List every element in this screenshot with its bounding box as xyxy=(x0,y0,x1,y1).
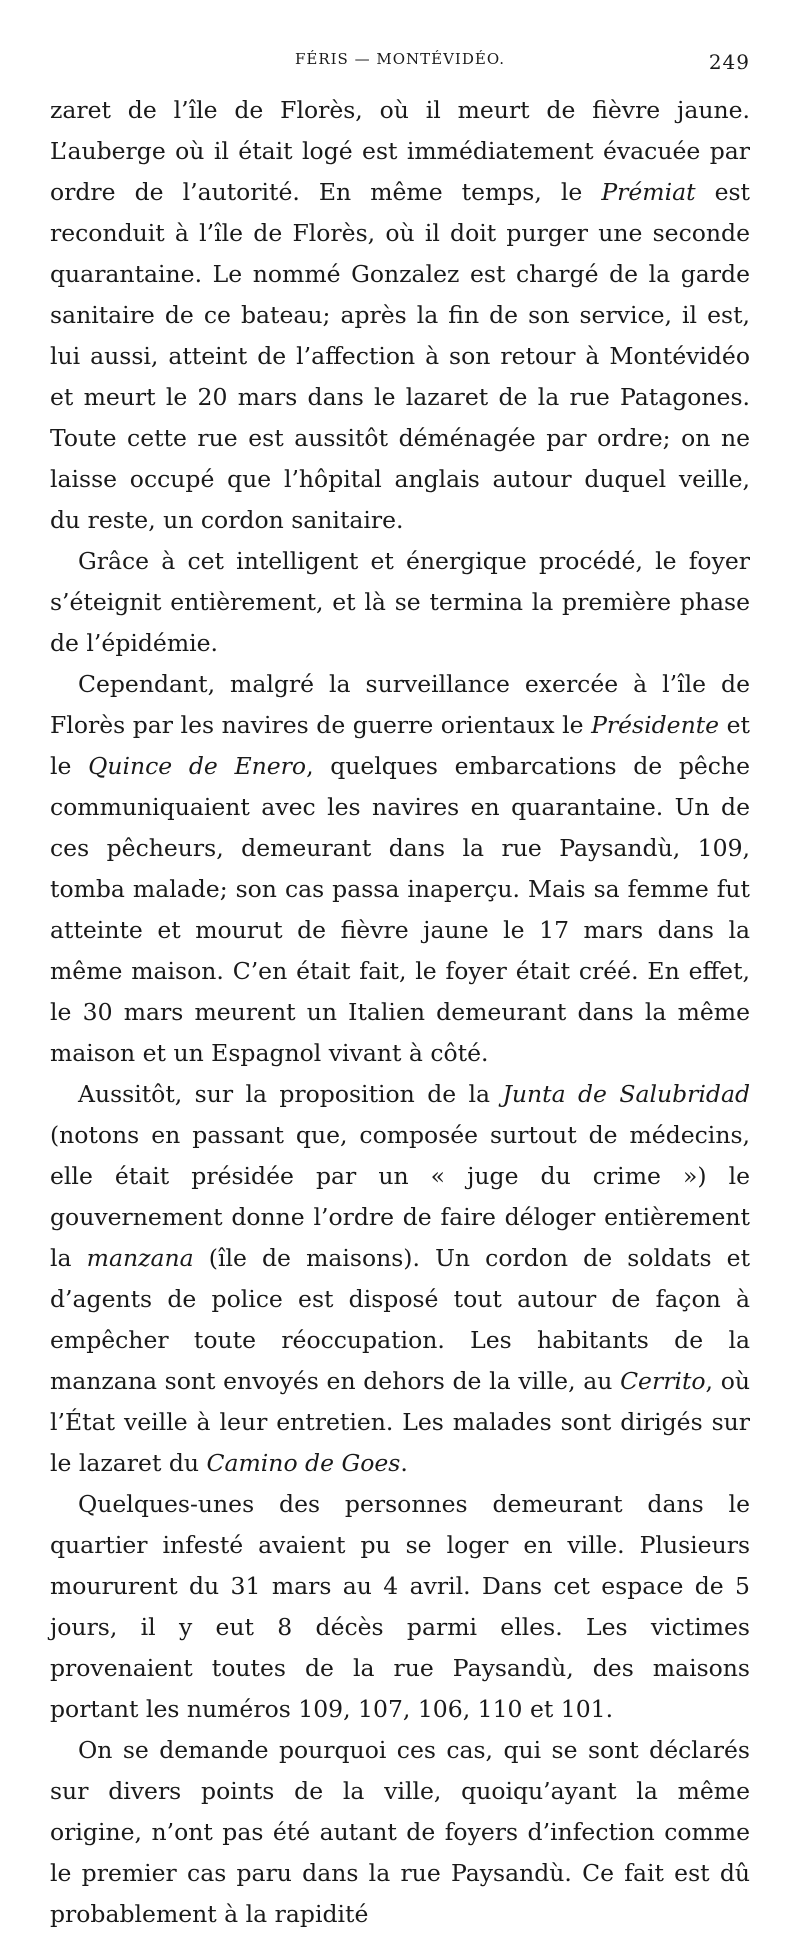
paragraph-p6 xyxy=(50,1730,750,1935)
running-header xyxy=(50,50,750,76)
italic-segment: manzana xyxy=(86,1244,194,1272)
text-segment: Quelques-unes des personnes demeurant dans le quartier infesté avaient pu se loger en ville. Plusieurs moururent du 31 mars au 4 avril. Dans cet espace de 5 jours, il y eut 8 décès parmi elles. Les victimes provenaient toutes de la rue Paysandù, des maisons portant les numéros 109, 107, 106, 110 et 101. xyxy=(50,1490,750,1723)
text-segment: Aussitôt, sur la proposition de la xyxy=(78,1080,503,1108)
text-segment: zaret de l’île de Florès, où il meurt de fièvre jaune. L’auberge où il était logé est immédiatement évacuée par ordre de l’autorité. En même temps, le xyxy=(50,96,750,206)
text-segment: On se demande pourquoi ces cas, qui se sont déclarés sur divers points de la ville, quoiqu’ayant la même origine, n’ont pas été autant de foyers d’infection comme le premier cas paru dans la rue Paysandù. Ce fait est dû probablement à la rapidité xyxy=(50,1736,750,1928)
text-segment: . xyxy=(400,1449,408,1477)
text-segment: , quelques embarcations de pêche communiquaient avec les navires en quarantaine. Un de ces pêcheurs, demeurant dans la rue Paysandù, 109, tomba malade; son cas passa inaperçu. Mais sa femme fut atteinte et mourut de fièvre jaune le 17 mars dans la même maison. C’en était fait, le foyer était créé. En effet, le 30 mars meurent un Italien demeurant dans la même maison et un Espagnol vivant à côté. xyxy=(50,752,750,1067)
italic-segment: Présidente xyxy=(591,711,720,739)
running-title: FÉRIS — MONTÉVIDÉO. xyxy=(294,50,506,68)
italic-segment: Prémiat xyxy=(601,178,696,206)
text-segment: est reconduit à l’île de Florès, où il doit purger une seconde quarantaine. Le nommé Gonzalez est chargé de la garde sanitaire de ce bateau; après la fin de son service, il est, lui aussi, atteint de l’affection à son retour à Montévidéo et meurt le 20 mars dans le lazaret de la rue Patagones. Toute cette rue est aussitôt déménagée par ordre; on ne laisse occupé que l’hôpital anglais autour duquel veille, du reste, un cordon sanitaire. xyxy=(50,178,750,534)
body-text xyxy=(50,90,750,1935)
italic-segment: Junta de Salubridad xyxy=(502,1080,750,1108)
book-page xyxy=(50,50,750,1935)
paragraph-p5 xyxy=(50,1484,750,1730)
text-segment: et le xyxy=(50,711,750,780)
paragraph-p1 xyxy=(50,90,750,541)
text-segment: Cependant, malgré la surveillance exercée à l’île de Florès par les navires de guerre orientaux le xyxy=(50,670,750,739)
paragraph-p2 xyxy=(50,541,750,664)
italic-segment: Quince de Enero xyxy=(88,752,307,780)
text-segment: , où l’État veille à leur entretien. Les malades sont dirigés sur le lazaret du xyxy=(50,1367,750,1477)
text-segment: (notons en passant que, composée surtout de médecins, elle était présidée par un « juge du crime ») le gouvernement donne l’ordre de faire déloger entièrement la xyxy=(50,1121,750,1272)
text-segment: (île de maisons). Un cordon de soldats et d’agents de police est disposé tout autour de façon à empêcher toute réoccupation. Les habitants de la manzana sont envoyés en dehors de la ville, au xyxy=(50,1244,751,1395)
italic-segment: Camino de Goes xyxy=(206,1449,401,1477)
paragraph-p4 xyxy=(50,1074,750,1484)
text-segment: Grâce à cet intelligent et énergique procédé, le foyer s’éteignit entièrement, et là se termina la première phase de l’épidémie. xyxy=(50,547,750,657)
page-number: 249 xyxy=(708,50,750,74)
italic-segment: Cerrito xyxy=(620,1367,706,1395)
paragraph-p3 xyxy=(50,664,750,1074)
